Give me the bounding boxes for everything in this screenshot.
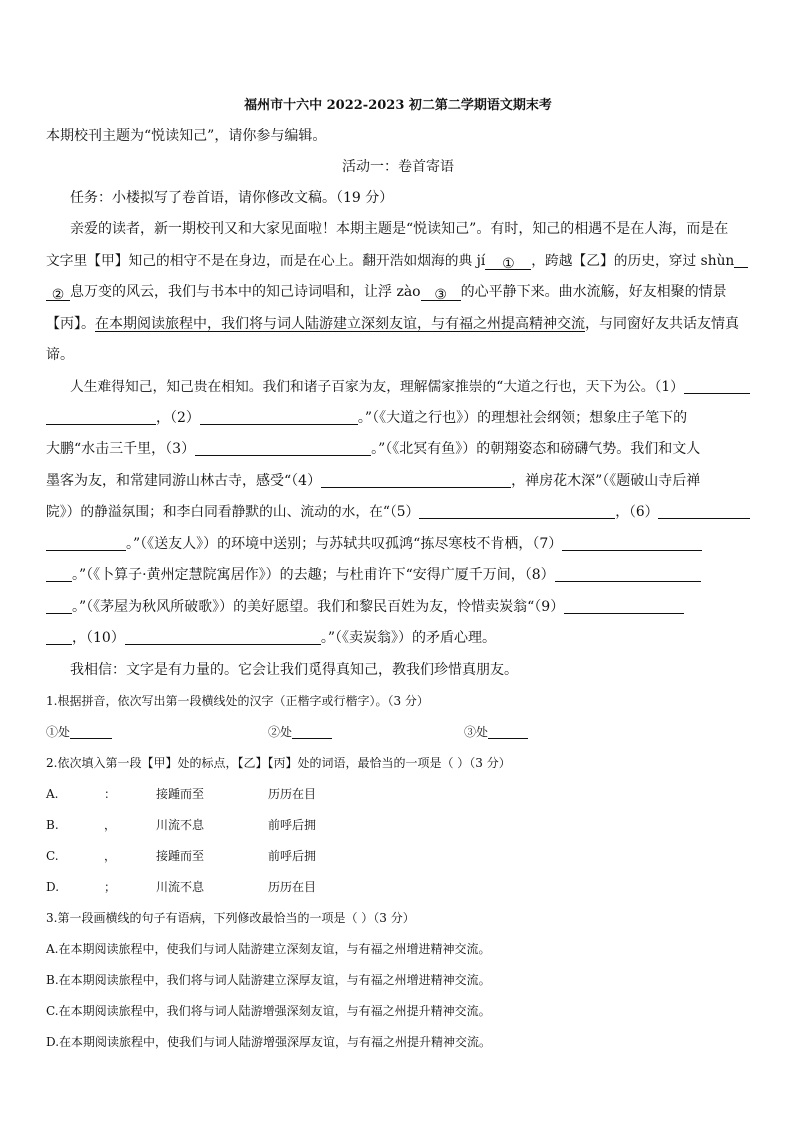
activity-heading: 活动一：卷首寄语	[342, 159, 454, 175]
p1-line-3: ② 息万变的风云，我们与书本中的知己诗词唱和，让浮 zào ③ 的心平静下来。曲水流觞，好友相聚的情景	[46, 282, 750, 302]
q1-blank-1[interactable]	[70, 723, 112, 739]
p2-line-6: 。”（《送友人》）的环境中送别；与苏轼共叹孤鸿“拣尽寒枝不肯栖，（7）	[46, 534, 750, 554]
q1-answer-1: ①处	[46, 722, 112, 742]
blank-poem-1a[interactable]	[684, 378, 750, 394]
blank-poem-4[interactable]	[321, 472, 511, 488]
p1-line-1: 亲爱的读者，新一期校刊又和大家见面啦！本期主题是“悦读知己”。有时，知己的相遇不是在人海，而是在	[70, 221, 729, 237]
blank-poem-6a[interactable]	[658, 503, 750, 519]
q1-blank-3[interactable]	[488, 723, 528, 739]
p2-line-5: 院》）的静溢氛围；和李白同看静默的山、流动的水，在“（5） ，（6）	[46, 502, 750, 522]
blank-poem-10[interactable]	[125, 629, 321, 645]
p1-line-2: 文字里【甲】知己的相守不是在身边，而是在心上。翻开浩如烟海的典 jí ① ，跨越【乙】的历史，穿过 shùn	[46, 251, 750, 271]
q1-answer-2: ②处	[268, 722, 332, 742]
q1-stem: 1.根据拼音，依次写出第一段横线处的汉字（正楷字或行楷字）。（3 分）	[46, 694, 429, 708]
p2-line-9: ，（10） 。”（《卖炭翁》）的矛盾心理。	[46, 628, 750, 648]
underlined-sentence: 在本期阅读旅程中，我们将与词人陆游建立深刻友谊，与有福之州提高精神交流	[95, 316, 585, 332]
q1-answer-3: ③处	[464, 722, 528, 742]
blank-2[interactable]: ②	[46, 285, 70, 301]
p2-line-7: 。”（《卜算子·黄州定慧院寓居作》）的去趣；与杜甫许下“安得广厦千万间，（8）	[46, 565, 750, 585]
intro-text: 本期校刊主题为“悦读知己”，请你参与编辑。	[46, 128, 327, 144]
blank-poem-7a[interactable]	[562, 535, 702, 551]
blank-poem-7b[interactable]	[46, 566, 72, 582]
p2-line-1: 人生难得知己，知己贵在相知。我们和诸子百家为友，理解儒家推崇的“大道之行也，天下为公。（1）	[46, 377, 750, 397]
blank-poem-9b[interactable]	[46, 629, 72, 645]
blank-poem-8b[interactable]	[46, 598, 72, 614]
blank-poem-2[interactable]	[200, 409, 358, 425]
p2-line-3: 大鹏“水击三千里，（3） 。”（《北冥有鱼》）的朝翔姿态和磅礴气势。我们和文人	[46, 441, 701, 457]
blank-3[interactable]: ③	[421, 285, 461, 301]
p1-line-4: 【丙】。在本期阅读旅程中，我们将与词人陆游建立深刻友谊，与有福之州提高精神交流，与同窗好友共话友情真	[46, 316, 739, 332]
q3-option-d[interactable]: D.在本期阅读旅程中，使我们与词人陆游增强深厚友谊，与有福之州提升精神交流。	[46, 1035, 492, 1049]
task-text: 任务：小楼拟写了卷首语，请你修改文稿。（19 分）	[70, 190, 394, 206]
p1-line-5: 谛。	[46, 347, 74, 363]
q3-option-b[interactable]: B.在本期阅读旅程中，我们将与词人陆游建立深厚友谊，与有福之州增进精神交流。	[46, 973, 491, 987]
q1-blank-2[interactable]	[292, 723, 332, 739]
blank-poem-3[interactable]	[195, 440, 371, 456]
p3-text: 我相信：文字是有力量的。它会让我们觅得真知己，教我们珍惜真朋友。	[70, 662, 518, 678]
blank-poem-9a[interactable]	[564, 598, 684, 614]
blank-poem-6b[interactable]	[46, 535, 126, 551]
q3-option-a[interactable]: A.在本期阅读旅程中，使我们与词人陆游建立深刻友谊，与有福之州增进精神交流。	[46, 942, 491, 956]
blank-1[interactable]: ①	[485, 254, 531, 270]
p2-line-2: ，（2） 。”（《大道之行也》）的理想社会纲领；想象庄子笔下的	[46, 408, 750, 428]
blank-poem-1b[interactable]	[46, 409, 156, 425]
p2-line-4: 墨客为友，和常建同游山林古寺，感受“（4） ，禅房花木深”（《题破山寺后禅	[46, 473, 701, 489]
blank-poem-5[interactable]	[419, 503, 615, 519]
exam-title: 福州市十六中 2022-2023 初二第二学期语文期末考	[244, 98, 552, 113]
q3-stem: 3.第一段画横线的句子有语病，下列修改最恰当的一项是（ ）（3 分）	[46, 911, 415, 925]
q2-stem: 2.依次填入第一段【甲】处的标点，【乙】【丙】处的词语，最恰当的一项是（ ）（3 分）	[46, 756, 511, 770]
q3-option-c[interactable]: C.在本期阅读旅程中，我们将与词人陆游增强深刻友谊，与有福之州提升精神交流。	[46, 1004, 491, 1018]
blank-poem-8a[interactable]	[555, 566, 701, 582]
blank-2-start[interactable]	[734, 252, 748, 268]
p2-line-8: 。”（《茅屋为秋风所破歌》）的美好愿望。我们和黎民百姓为友，怜惜卖炭翁“（9）	[46, 597, 750, 617]
